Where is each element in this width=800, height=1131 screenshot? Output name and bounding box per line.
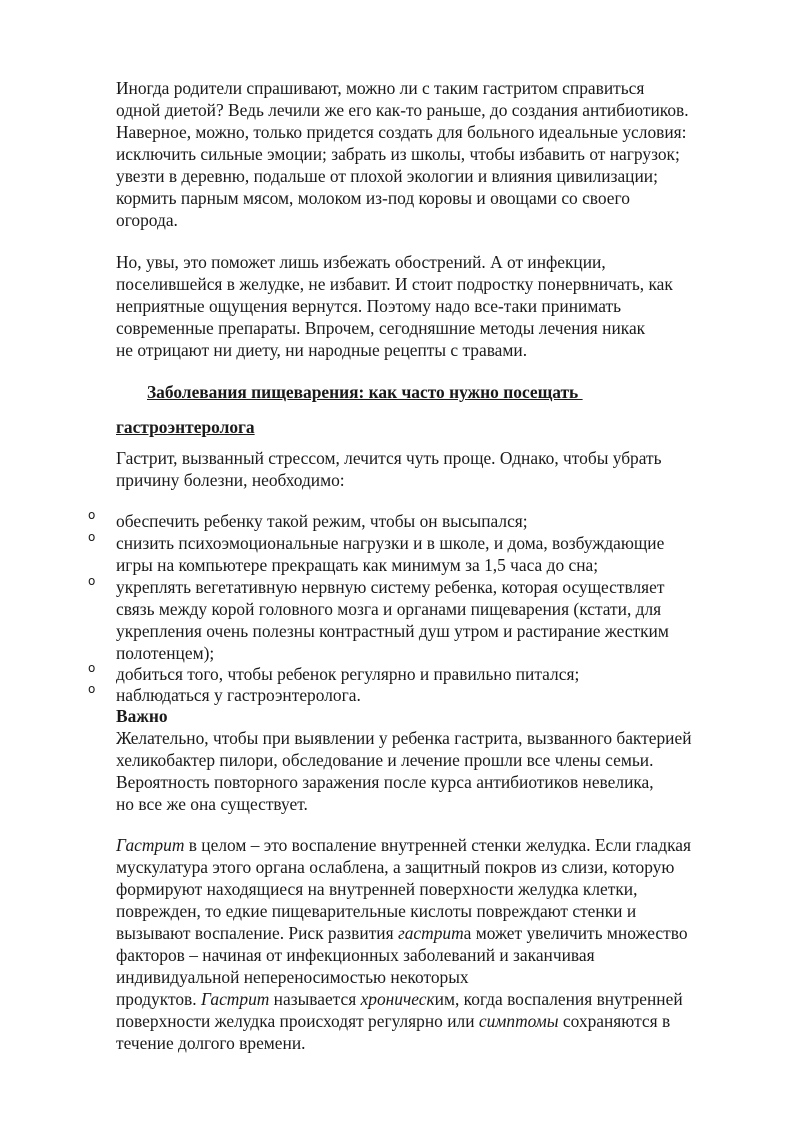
text-line: течение долгого времени. (116, 1033, 306, 1053)
text-span: называется (269, 989, 361, 1009)
text-line (116, 834, 691, 856)
bullet-marker: o (88, 661, 96, 675)
italic-term: симптомы (478, 1011, 559, 1031)
text-span: сохраняются в (558, 1011, 671, 1031)
text-line (116, 988, 683, 1010)
text-line: Вероятность повторного заражения после курса антибиотиков невелика, (116, 772, 654, 792)
text-line: Гастрит, вызванный стрессом, лечится чуть проще. Однако, чтобы убрать (116, 448, 662, 468)
text-line: факторов – начиная от инфекционных заболеваний и заканчивая (116, 945, 595, 965)
text-line: поврежден, то едкие пищеварительные кислоты повреждают стенки и (116, 901, 637, 921)
text-line: Желательно, чтобы при выявлении у ребенка гастрита, вызванного бактерией (116, 728, 692, 748)
text-span: им, когда воспаления внутренней (434, 989, 683, 1009)
text-line: современные препараты. Впрочем, сегодняшние методы лечения никак (116, 318, 646, 338)
list-item-text: добиться того, чтобы ребенок регулярно и правильно питался; (116, 664, 580, 684)
text-line: хеликобактер пилори, обследование и лечение прошли все члены семьи. (116, 750, 654, 770)
text-line: одной диетой? Ведь лечили же его как-то раньше, до создания антибиотиков. (116, 100, 689, 120)
list-item-text: укрепления очень полезны контрастный душ утром и растирание жестким (116, 621, 669, 641)
italic-term: Гастрит (200, 989, 270, 1009)
text-span: вызывают воспаление. Риск развития (116, 923, 398, 943)
text-line: мускулатура этого органа ослаблена, а защитный покров из слизи, которую (116, 857, 675, 877)
text-span: в целом – это воспаление внутренней стенки желудка. Если гладкая (184, 835, 692, 855)
text-line: Но, увы, это поможет лишь избежать обострений. А от инфекции, (116, 252, 606, 272)
text-line: кормить парным мясом, молоком из-под коровы и овощами со своего (116, 188, 630, 208)
list-item-text: укреплять вегетативную нервную систему ребенка, которая осуществляет (116, 577, 665, 597)
text-line: причину болезни, необходимо: (116, 470, 345, 490)
bullet-marker: o (88, 508, 96, 522)
text-line: индивидуальной непереносимостью некоторых (116, 967, 469, 987)
bullet-marker: o (88, 530, 96, 544)
list-item-text: обеспечить ребенку такой режим, чтобы он высыпался; (116, 511, 528, 531)
important-label: Важно (116, 706, 168, 726)
heading-line-2: гастроэнтеролога (116, 417, 255, 437)
text-line: Наверное, можно, только придется создать для больного идеальные условия: (116, 122, 687, 142)
list-item-text: полотенцем); (116, 643, 215, 663)
text-line (116, 1010, 670, 1032)
italic-term: хроническ (360, 989, 435, 1009)
bullet-marker: o (88, 682, 96, 696)
text-line (116, 922, 688, 944)
text-line: не отрицают ни диету, ни народные рецепты с травами. (116, 340, 528, 360)
list-item-text: наблюдаться у гастроэнтеролога. (116, 685, 361, 705)
list-item-text: связь между корой головного мозга и органами пищеварения (кстати, для (116, 599, 662, 619)
text-line: увезти в деревню, подальше от плохой экологии и влияния цивилизации; (116, 166, 658, 186)
text-line: формируют находящиеся на внутренней поверхности желудка клетки, (116, 879, 638, 899)
italic-term: гастрит (397, 923, 464, 943)
bullet-marker: o (88, 574, 96, 588)
text-span: а может увеличить множество (463, 923, 688, 943)
heading-line-1: Заболевания пищеварения: как часто нужно посещать (147, 382, 583, 402)
text-line: но все же она существует. (116, 794, 308, 814)
text-line: поселившейся в желудке, не избавит. И стоит подростку понервничать, как (116, 274, 673, 294)
list-item-text: снизить психоэмоциональные нагрузки и в школе, и дома, возбуждающие (116, 533, 665, 553)
text-line: Иногда родители спрашивают, можно ли с таким гастритом справиться (116, 78, 645, 98)
text-line: исключить сильные эмоции; забрать из школы, чтобы избавить от нагрузок; (116, 144, 680, 164)
text-line: неприятные ощущения вернутся. Поэтому надо все-таки принимать (116, 296, 622, 316)
text-span: поверхности желудка происходят регулярно или (116, 1011, 479, 1031)
italic-term: Гастрит (116, 835, 185, 855)
text-line: огорода. (116, 210, 178, 230)
text-span: продуктов. (116, 989, 201, 1009)
list-item-text: игры на компьютере прекращать как минимум за 1,5 часа до сна; (116, 555, 599, 575)
